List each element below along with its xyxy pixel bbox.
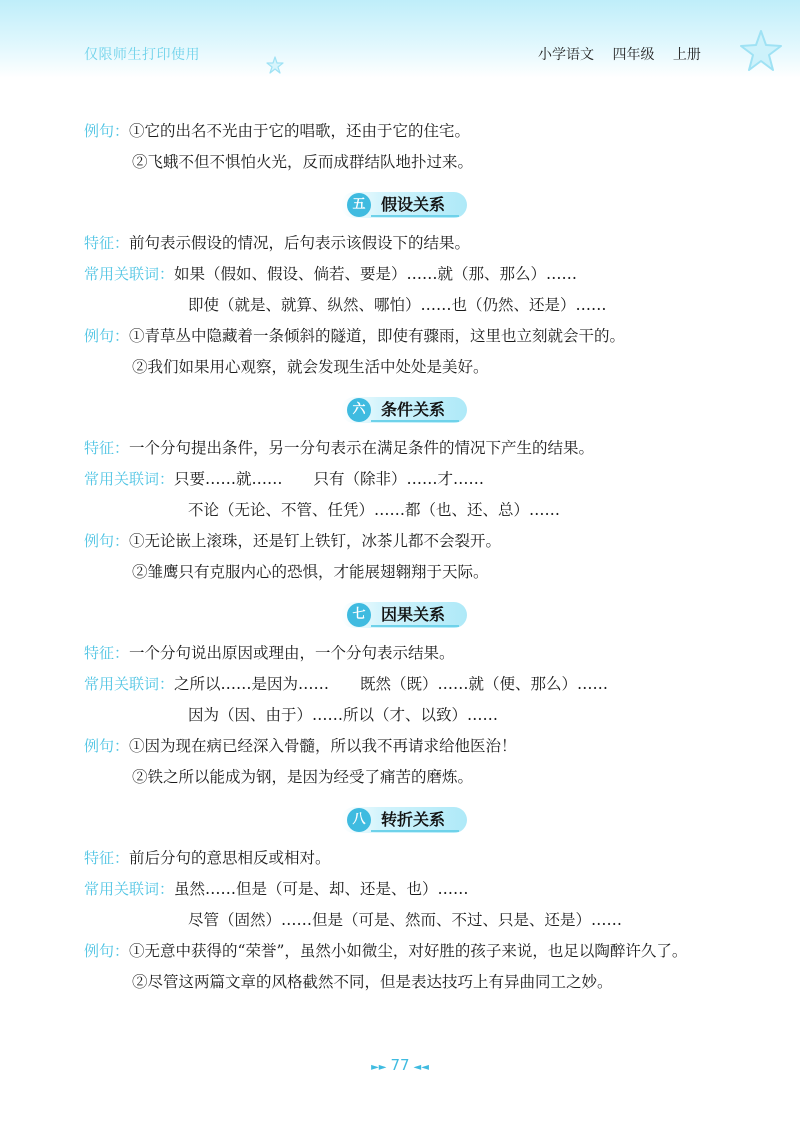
volume-label: 上册 (672, 47, 701, 63)
feature-line (84, 638, 724, 669)
example-label: 例句： (84, 532, 130, 550)
keywords-label: 常用关联词： (84, 880, 175, 898)
chevron-left-icon: ◄◄ (413, 1062, 429, 1073)
example-text: ②铁之所以能成为钢，是因为经受了痛苦的磨炼。 (132, 768, 474, 786)
section-title: 转折关系 (380, 810, 445, 829)
example-text: ②飞蛾不但不惧怕火光，反而成群结队地扑过来。 (132, 153, 474, 171)
keywords-text: 即使（就是、就算、纵然、哪怕）……也（仍然、还是）…… (188, 296, 607, 314)
grade-label: 四年级 (612, 47, 655, 63)
page-header (0, 0, 800, 78)
feature-text: 前后分句的意思相反或相对。 (129, 849, 331, 867)
example-label: 例句： (84, 737, 130, 755)
section-underline (371, 830, 459, 832)
example-text: ①青草丛中隐藏着一条倾斜的隧道，即使有骤雨，这里也立刻就会干的。 (129, 327, 626, 345)
keywords-line (84, 259, 724, 290)
feature-text: 前句表示假设的情况，后句表示该假设下的结果。 (129, 234, 471, 252)
keywords-label: 常用关联词： (84, 265, 175, 283)
keywords-text: 不论（无论、不管、任凭）……都（也、还、总）…… (188, 501, 561, 519)
section-number: 五 (347, 193, 371, 217)
section-title: 条件关系 (380, 400, 445, 419)
feature-label: 特征： (84, 439, 130, 457)
example-label: 例句： (84, 942, 130, 960)
example-text: ①无论嵌上滚珠，还是钉上铁钉，冰茶儿都不会裂开。 (129, 532, 502, 550)
section-number: 八 (347, 808, 371, 832)
keywords-text: 之所以……是因为…… 既然（既）……就（便、那么）…… (174, 675, 609, 693)
keywords-label: 常用关联词： (84, 675, 175, 693)
page-number (0, 1056, 800, 1074)
section-title: 假设关系 (380, 195, 445, 214)
section-title: 因果关系 (380, 605, 445, 624)
page-content (84, 116, 724, 998)
example-label: 例句： (84, 122, 130, 140)
example-label: 例句： (84, 327, 130, 345)
feature-line (84, 433, 724, 464)
small-star-icon (266, 56, 284, 74)
feature-text: 一个分句提出条件，另一分句表示在满足条件的情况下产生的结果。 (129, 439, 595, 457)
section-heading (84, 397, 724, 429)
keywords-label: 常用关联词： (84, 470, 175, 488)
feature-label: 特征： (84, 644, 130, 662)
example-line (84, 936, 724, 967)
section-heading (84, 807, 724, 839)
keywords-line (84, 700, 724, 731)
star-decoration-icon (738, 28, 784, 74)
example-line (84, 147, 724, 178)
subject-label: 小学语文 (538, 47, 594, 63)
section-number: 七 (347, 603, 371, 627)
keywords-line (84, 669, 724, 700)
section-heading (84, 602, 724, 634)
example-text: ②尽管这两篇文章的风格截然不同，但是表达技巧上有异曲同工之妙。 (132, 973, 613, 991)
keywords-line (84, 495, 724, 526)
feature-line (84, 843, 724, 874)
section-number: 六 (347, 398, 371, 422)
example-line (84, 526, 724, 557)
feature-label: 特征： (84, 849, 130, 867)
keywords-line (84, 290, 724, 321)
section-underline (371, 215, 459, 217)
keywords-line (84, 905, 724, 936)
example-text: ①无意中获得的“荣誉”，虽然小如微尘，对好胜的孩子来说，也足以陶醉许久了。 (129, 942, 688, 960)
example-line (84, 731, 724, 762)
feature-line (84, 228, 724, 259)
section-underline (371, 625, 459, 627)
example-line (84, 352, 724, 383)
example-text: ②雏鹰只有克服内心的恐惧，才能展翅翱翔于天际。 (132, 563, 489, 581)
page-number-text: 77 (390, 1056, 410, 1074)
example-line (84, 967, 724, 998)
keywords-text: 只要……就…… 只有（除非）……才…… (174, 470, 485, 488)
keywords-line (84, 464, 724, 495)
example-text: ②我们如果用心观察，就会发现生活中处处是美好。 (132, 358, 489, 376)
section-underline (371, 420, 459, 422)
keywords-text: 如果（假如、假设、倘若、要是）……就（那、那么）…… (174, 265, 578, 283)
keywords-text: 虽然……但是（可是、却、还是、也）…… (174, 880, 469, 898)
example-text: ①它的出名不光由于它的唱歌，还由于它的住宅。 (129, 122, 471, 140)
book-info (538, 44, 715, 64)
example-text: ①因为现在病已经深入骨髓，所以我不再请求给他医治！ (129, 737, 517, 755)
keywords-text: 尽管（固然）……但是（可是、然而、不过、只是、还是）…… (188, 911, 623, 929)
example-line (84, 557, 724, 588)
feature-text: 一个分句说出原因或理由，一个分句表示结果。 (129, 644, 455, 662)
keywords-line (84, 874, 724, 905)
chevron-right-icon: ►► (371, 1062, 387, 1073)
example-line (84, 321, 724, 352)
keywords-text: 因为（因、由于）……所以（才、以致）…… (188, 706, 499, 724)
print-notice: 仅限师生打印使用 (84, 47, 200, 63)
example-line (84, 116, 724, 147)
example-line (84, 762, 724, 793)
section-heading (84, 192, 724, 224)
feature-label: 特征： (84, 234, 130, 252)
